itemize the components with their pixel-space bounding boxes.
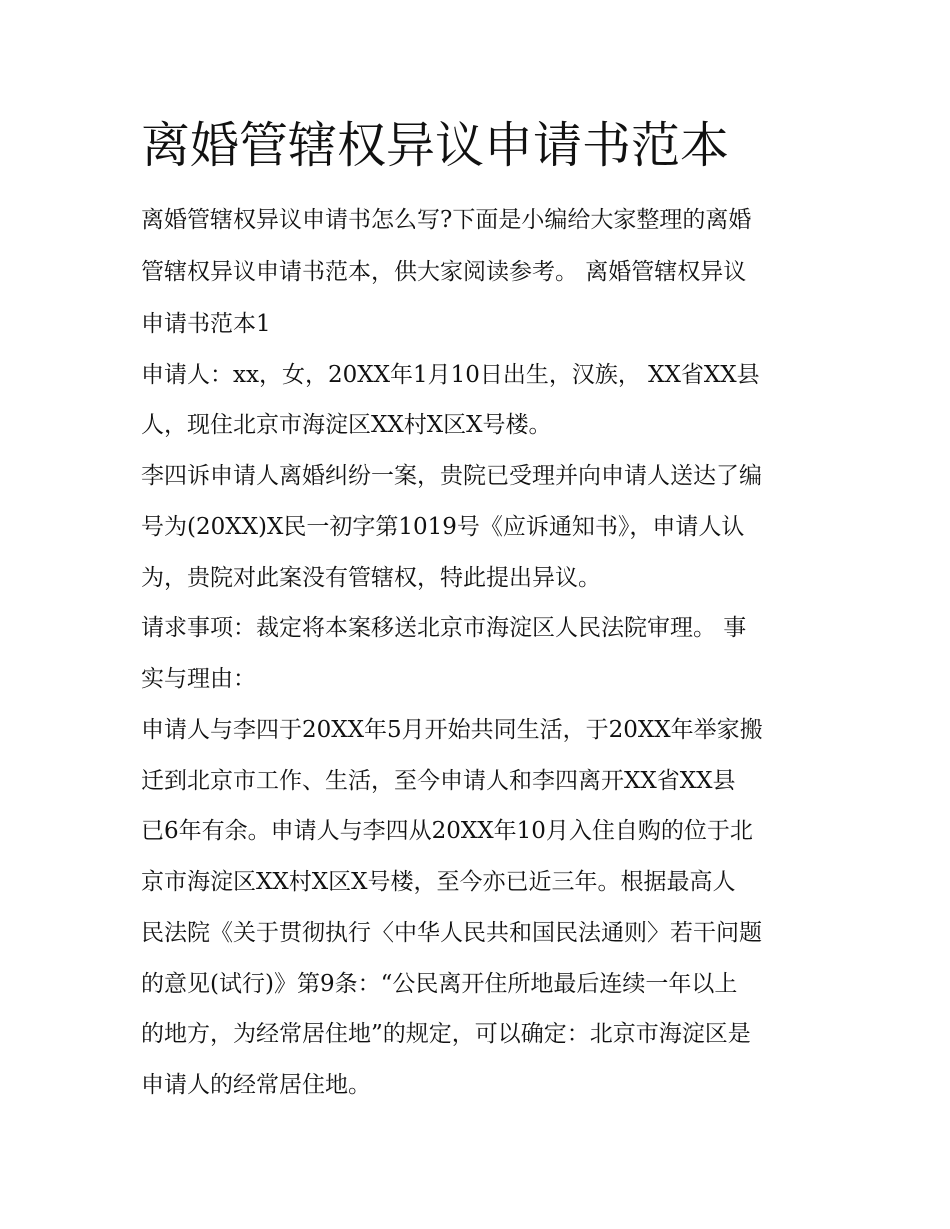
body-line: 京市海淀区XX村X区X号楼，至今亦已近三年。根据最高人	[141, 869, 736, 895]
body-line: 已6年有余。申请人与李四从20XX年10月入住自购的位于北	[141, 818, 753, 844]
body-line: 管辖权异议申请书范本，供大家阅读参考。 离婚管辖权异议	[141, 259, 747, 285]
body-line: 实与理由：	[141, 666, 256, 692]
body-line: 人，现住北京市海淀区XX村X区X号楼。	[141, 412, 552, 438]
body-line: 离婚管辖权异议申请书怎么写?下面是小编给大家整理的离婚	[141, 207, 752, 233]
body-line: 申请书范本1	[141, 311, 271, 337]
body-line: 请求事项：裁定将本案移送北京市海淀区人民法院审理。 事	[141, 615, 747, 641]
body-line: 号为(20XX)X民一初字第1019号《应诉通知书》，申请人认	[141, 514, 745, 540]
body-line: 为，贵院对此案没有管辖权，特此提出异议。	[141, 565, 601, 591]
body-line: 的意见(试行)》第9条：“公民离开住所地最后连续一年以上	[141, 971, 738, 997]
body-line: 李四诉申请人离婚纠纷一案，贵院已受理并向申请人送达了编	[141, 463, 762, 489]
document-title: 离婚管辖权异议申请书范本	[141, 117, 730, 174]
body-line: 申请人的经常居住地。	[141, 1072, 371, 1098]
body-line: 迁到北京市工作、生活，至今申请人和李四离开XX省XX县	[141, 768, 736, 794]
body-line: 民法院《关于贯彻执行〈中华人民共和国民法通则〉若干问题	[141, 920, 762, 946]
body-line: 申请人：xx，女，20XX年1月10日出生，汉族， XX省XX县	[141, 362, 760, 388]
body-line: 申请人与李四于20XX年5月开始共同生活，于20XX年举家搬	[141, 717, 763, 743]
body-line: 的地方，为经常居住地”的规定，可以确定：北京市海淀区是	[141, 1021, 751, 1047]
